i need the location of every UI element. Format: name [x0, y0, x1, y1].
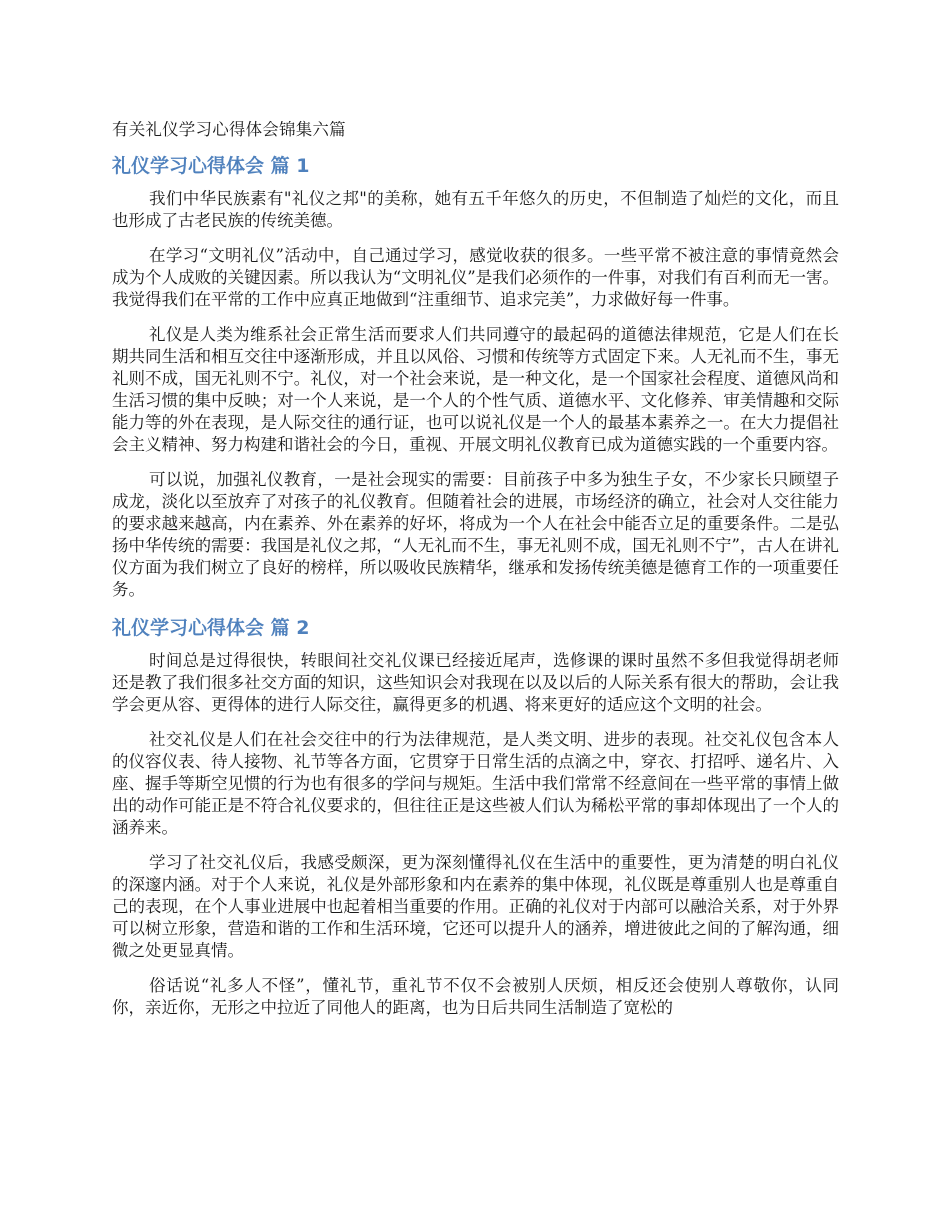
- paragraph: 在学习“文明礼仪”活动中，自己通过学习，感觉收获的很多。一些平常不被注意的事情竟然会成为个人成败的关键因素。所以我认为“文明礼仪”是我们必须作的一件事，对我们有百利而无一害。我觉得我们在平常的工作中应真正地做到“注重细节、追求完美”，力求做好每一件事。: [112, 246, 839, 309]
- section-heading: 礼仪学习心得体会 篇 1: [112, 155, 310, 177]
- paragraph: 社交礼仪是人们在社会交往中的行为法律规范，是人类文明、进步的表现。社交礼仪包含本人的仪容仪表、待人接物、礼节等各方面，它贯穿于日常生活的点滴之中，穿衣、打招呼、递名片、入座、握手等斯空见惯的行为也有很多的学问与规矩。生活中我们常常不经意间在一些平常的事情上做出的动作可能正是不符合礼仪要求的，但往往正是这些被人们认为稀松平常的事却体现出了一个人的涵养来。: [112, 730, 839, 837]
- document-page: [112, 118, 839, 1032]
- document-title: 有关礼仪学习心得体会锦集六篇: [112, 120, 346, 139]
- paragraph: 可以说，加强礼仪教育，一是社会现实的需要：目前孩子中多为独生子女，不少家长只顾望子成龙，淡化以至放弃了对孩子的礼仪教育。但随着社会的进展，市场经济的确立，社会对人交往能力的要求越来越高，内在素养、外在素养的好坏，将成为一个人在社会中能否立足的重要条件。二是弘扬中华传统的需要：我国是礼仪之邦，“人无礼而不生，事无礼则不成，国无礼则不宁”，古人在讲礼仪方面为我们树立了良好的榜样，所以吸收民族精华，继承和发扬传统美德是德育工作的一项重要任务。: [112, 470, 839, 599]
- section-1: [112, 152, 839, 601]
- section-heading: 礼仪学习心得体会 篇 2: [112, 617, 310, 639]
- paragraph: 我们中华民族素有"礼仪之邦"的美称，她有五千年悠久的历史，不但制造了灿烂的文化，而且也形成了古老民族的传统美德。: [112, 189, 839, 230]
- paragraph: 学习了社交礼仪后，我感受颇深，更为深刻懂得礼仪在生活中的重要性，更为清楚的明白礼仪的深邃内涵。对于个人来说，礼仪是外部形象和内在素养的集中体现，礼仪既是尊重别人也是尊重自己的表现，在个人事业进展中也起着相当重要的作用。正确的礼仪对于内部可以融洽关系，对于外界可以树立形象，营造和谐的工作和生活环境，它还可以提升人的涵养，增进彼此之间的了解沟通，细微之处更显真情。: [112, 853, 839, 960]
- paragraph: 时间总是过得很快，转眼间社交礼仪课已经接近尾声，选修课的课时虽然不多但我觉得胡老师还是教了我们很多社交方面的知识，这些知识会对我现在以及以后的人际关系有很大的帮助，会让我学会更从容、更得体的进行人际交往，赢得更多的机遇、将来更好的适应这个文明的社会。: [112, 651, 839, 714]
- section-2: [112, 614, 839, 1019]
- paragraph: 俗话说“礼多人不怪”，懂礼节，重礼节不仅不会被别人厌烦，相反还会使别人尊敬你，认同你，亲近你，无形之中拉近了同他人的距离，也为日后共同生活制造了宽松的: [112, 976, 839, 1017]
- paragraph: 礼仪是人类为维系社会正常生活而要求人们共同遵守的最起码的道德法律规范，它是人们在长期共同生活和相互交往中逐渐形成，并且以风俗、习惯和传统等方式固定下来。人无礼而不生，事无礼则不成，国无礼则不宁。礼仪，对一个社会来说，是一种文化，是一个国家社会程度、道德风尚和生活习惯的集中反映；对一个人来说，是一个人的个性气质、道德水平、文化修养、审美情趣和交际能力等的外在表现，是人际交往的通行证，也可以说礼仪是一个人的最基本素养之一。在大力提倡社会主义精神、努力构建和谐社会的今日，重视、开展文明礼仪教育已成为道德实践的一个重要内容。: [112, 325, 839, 454]
